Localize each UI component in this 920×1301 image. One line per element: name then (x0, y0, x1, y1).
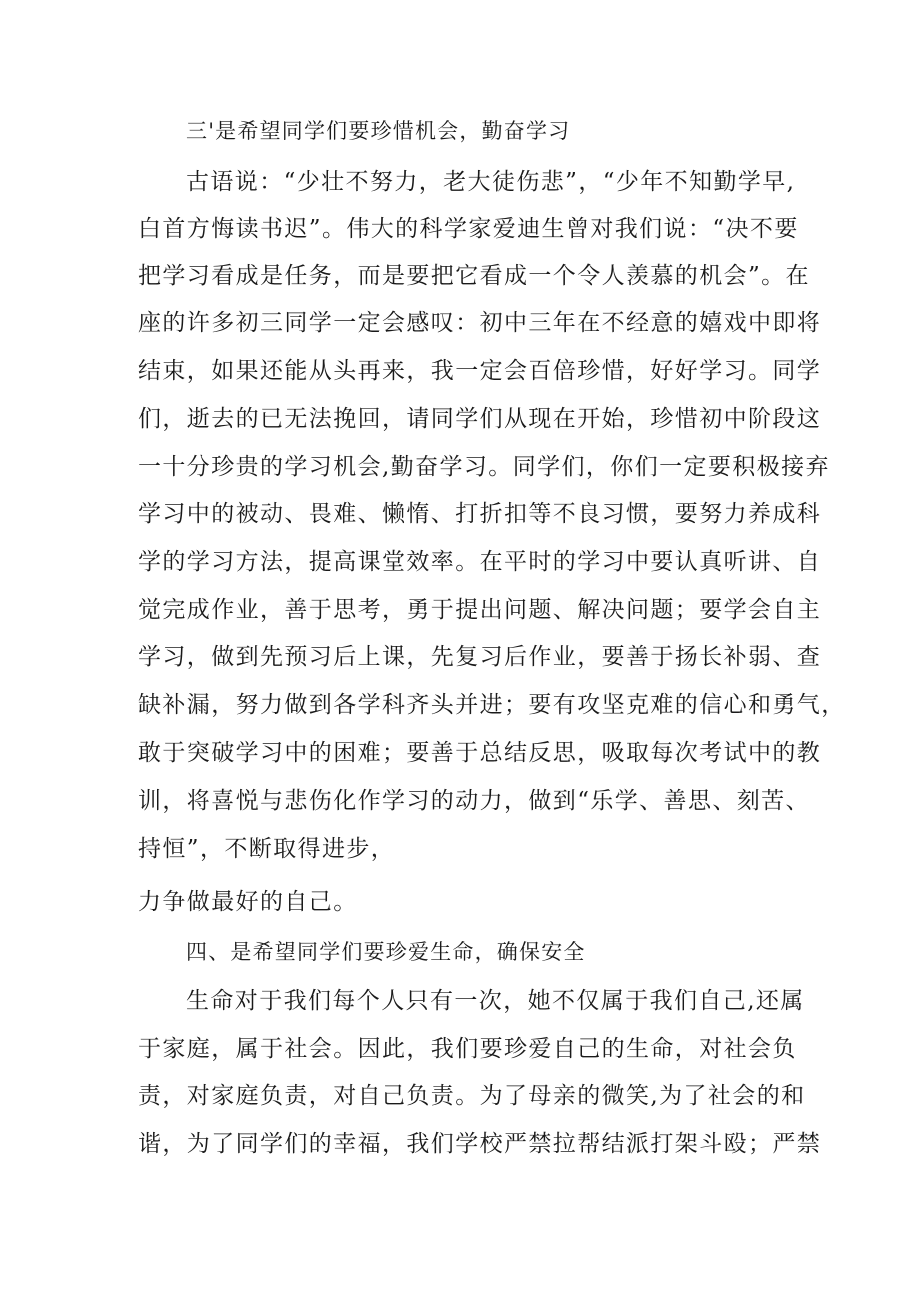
paragraph-line: 力争做最好的自己。 (138, 889, 358, 915)
section-3-heading: 三'是希望同学们要珍惜机会，勤奋学习 (186, 119, 571, 143)
section-4-heading: 四、是希望同学们要珍爱生命，确保安全 (186, 940, 586, 964)
paragraph-line: 敢于突破学习中的困难；要善于总结反思，吸取每次考试中的教 (138, 740, 822, 766)
paragraph-line: 们，逝去的已无法挽回，请同学们从现在开始，珍惜初中阶段这 (138, 406, 822, 432)
paragraph-line: 谐，为了同学们的幸福，我们学校严禁拉帮结派打架斗殴；严禁 (138, 1131, 822, 1157)
paragraph-line: 责，对家庭负责，对自己负责。为了母亲的微笑,为了社会的和 (138, 1083, 806, 1109)
paragraph-line: 座的许多初三同学一定会感叹：初中三年在不经意的嬉戏中即将 (138, 310, 822, 336)
paragraph-line: 于家庭，属于社会。因此，我们要珍爱自己的生命，对社会负 (138, 1036, 797, 1062)
paragraph-line: 结束，如果还能从头再来，我一定会百倍珍惜，好好学习。同学 (138, 358, 822, 384)
paragraph-line: 学习，做到先预习后上课，先复习后作业，要善于扬长补弱、查 (138, 644, 822, 670)
paragraph-line: 生命对于我们每个人只有一次，她不仅属于我们自己,还属 (186, 988, 805, 1014)
paragraph-line: 学习中的被动、畏难、懒惰、打折扣等不良习惯，要努力养成科 (138, 501, 822, 527)
paragraph-line: 白首方悔读书迟”。伟大的科学家爱迪生曾对我们说：“决不要 (138, 216, 799, 242)
paragraph-line: 把学习看成是任务，而是要把它看成一个令人羡慕的机会”。在 (138, 263, 810, 289)
paragraph-line: 觉完成作业，善于思考，勇于提出问题、解决问题；要学会自主 (138, 597, 822, 623)
paragraph-line: 缺补漏，努力做到各学科齐头并进；要有攻坚克难的信心和勇气， (138, 692, 846, 718)
paragraph-line: 训，将喜悦与悲伤化作学习的动力，做到“乐学、善思、刻苦、 (138, 788, 810, 814)
paragraph-line: 学的学习方法，提高课堂效率。在平时的学习中要认真听讲、自 (138, 549, 822, 575)
paragraph-line: 古语说：“少壮不努力，老大徒伤悲”，“少年不知勤学早, (186, 169, 796, 195)
paragraph-line: 一十分珍贵的学习机会,勤奋学习。同学们，你们一定要积极接弃 (138, 454, 830, 480)
paragraph-line: 持恒”，不断取得进步， (138, 836, 396, 862)
